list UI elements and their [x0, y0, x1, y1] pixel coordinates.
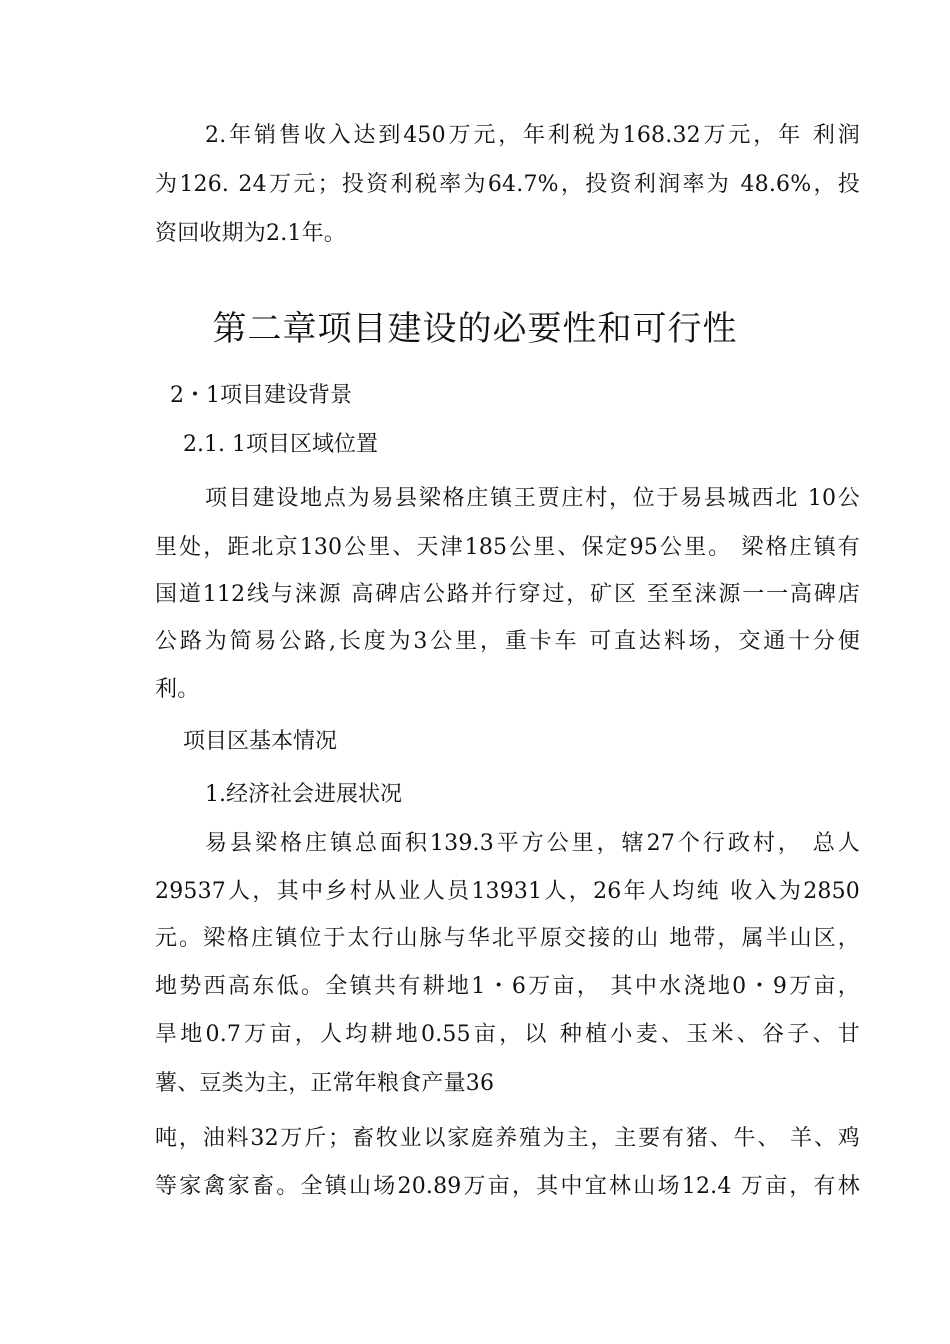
livestock-line-1: 吨，油料32万斤；畜牧业以家庭养殖为主，主要有猪、牛、 羊、鸡 — [155, 1126, 860, 1151]
subsection-heading: 2.1. 1项目区域位置 — [183, 432, 378, 457]
location-line-5: 利。 — [155, 677, 200, 702]
location-line-2: 里处，距北京130公里、天津185公里、保定95公里。 梁格庄镇有 — [155, 535, 860, 560]
revenue-line-1: 2.年销售收入达到450万元，年利税为168.32万元，年 利润 — [205, 123, 860, 148]
economy-line-2: 29537人，其中乡村从业人员13931人，26年人均纯 收入为2850 — [155, 879, 860, 904]
location-line-1: 项目建设地点为易县梁格庄镇王贾庄村，位于易县城西北 10公 — [205, 486, 860, 511]
section-heading: 2・1项目建设背景 — [170, 383, 352, 408]
location-line-3: 国道112线与涞源 高碑店公路并行穿过，矿区 至至涞源一一高碑店 — [155, 582, 860, 607]
economy-line-1: 易县梁格庄镇总面积139.3平方公里，辖27个行政村， 总人 — [205, 831, 860, 856]
revenue-line-2: 为126. 24万元；投资利税率为64.7%，投资利润率为 48.6%，投 — [155, 172, 860, 197]
chapter-title: 第二章项目建设的必要性和可行性 — [212, 309, 738, 349]
economy-line-6: 薯、豆类为主，正常年粮食产量36 — [155, 1071, 495, 1096]
location-line-4: 公路为简易公路,长度为3公里，重卡车 可直达料场，交通十分便 — [155, 629, 860, 654]
project-area-heading: 项目区基本情况 — [183, 729, 338, 754]
revenue-line-3: 资回收期为2.1年。 — [155, 221, 346, 246]
livestock-line-2: 等家禽家畜。全镇山场20.89万亩，其中宜林山场12.4 万亩，有林 — [155, 1174, 860, 1199]
economy-heading: 1.经济社会进展状况 — [205, 782, 402, 807]
economy-line-5: 旱地0.7万亩，人均耕地0.55亩，以 种植小麦、玉米、谷子、甘 — [155, 1022, 860, 1047]
economy-line-4: 地势西高东低。全镇共有耕地1・6万亩， 其中水浇地0・9万亩， — [155, 974, 860, 999]
economy-line-3: 元。梁格庄镇位于太行山脉与华北平原交接的山 地带，属半山区， — [155, 926, 860, 951]
